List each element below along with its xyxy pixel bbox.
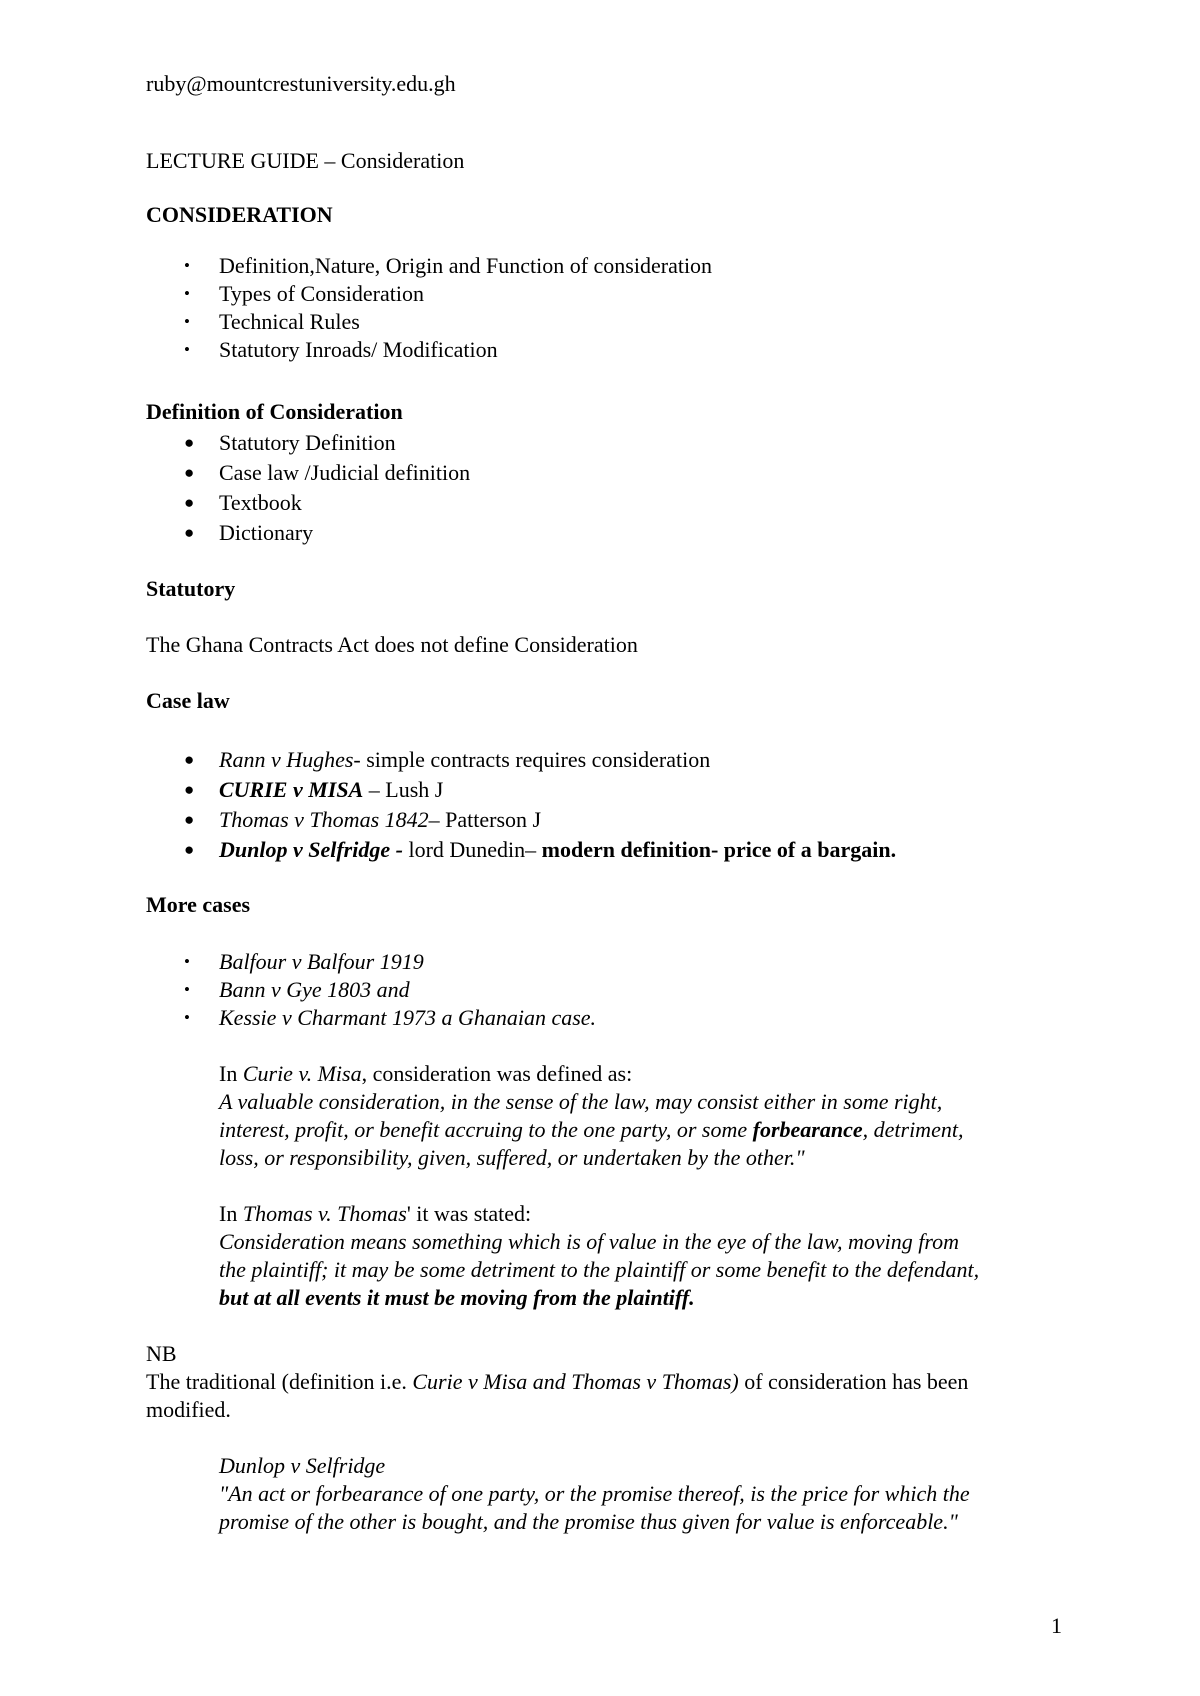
case-name: CURIE v MISA xyxy=(219,777,364,802)
nb-text-part: The traditional (definition i.e. xyxy=(146,1369,413,1394)
topic-item: Statutory Inroads/ Modification xyxy=(219,337,498,362)
guide-title: LECTURE GUIDE – Consideration xyxy=(146,148,465,173)
quote-line: "An act or forbearance of one party, or the promise thereof, is the price for which the xyxy=(219,1481,970,1506)
quote-line xyxy=(219,1116,963,1144)
more-case-item: Bann v Gye 1803 and xyxy=(219,977,410,1002)
case-law-item xyxy=(219,776,443,804)
case-note: lord Dunedin– xyxy=(402,837,537,862)
bullet-icon: ● xyxy=(184,810,195,829)
quote-intro xyxy=(219,1200,531,1228)
quote-title: Dunlop v Selfridge xyxy=(219,1453,386,1478)
bullet-icon: ● xyxy=(184,463,195,482)
intro-text: , consideration was defined as: xyxy=(361,1061,633,1086)
quote-text: interest, profit, or benefit accruing to the one party, or some xyxy=(219,1117,753,1142)
nb-label: NB xyxy=(146,1341,177,1366)
quote-line: Consideration means something which is of value in the eye of the law, moving from xyxy=(219,1229,959,1254)
topic-item: Definition,Nature, Origin and Function of consideration xyxy=(219,253,713,278)
nb-text xyxy=(146,1368,968,1396)
case-note: - simple contracts requires consideration xyxy=(353,747,711,772)
intro-text: ' it was stated: xyxy=(406,1201,532,1226)
bullet-icon: • xyxy=(184,312,190,331)
bullet-icon: • xyxy=(184,256,190,275)
quote-intro xyxy=(219,1060,632,1088)
intro-case: Thomas v. Thomas xyxy=(242,1201,407,1226)
case-name: Dunlop v Selfridge - xyxy=(219,837,403,862)
case-law-item xyxy=(219,806,541,834)
quote-line: the plaintiff; it may be some detriment to the plaintiff or some benefit to the defendant, xyxy=(219,1257,980,1282)
case-name: Thomas v Thomas 1842 xyxy=(219,807,429,832)
bullet-icon: • xyxy=(184,1008,190,1027)
bullet-icon: ● xyxy=(184,493,195,512)
case-law-item xyxy=(219,836,896,864)
bullet-icon: ● xyxy=(184,780,195,799)
case-name: Rann v Hughes xyxy=(219,747,354,772)
definition-item: Dictionary xyxy=(219,520,314,545)
main-heading: CONSIDERATION xyxy=(146,202,333,227)
case-note: – Lush J xyxy=(363,777,444,802)
nb-case-names: Curie v Misa and Thomas v Thomas) xyxy=(412,1369,739,1394)
page-number: 1 xyxy=(1051,1613,1062,1638)
bullet-icon: • xyxy=(184,952,190,971)
definition-item: Textbook xyxy=(219,490,302,515)
definition-heading: Definition of Consideration xyxy=(146,399,403,424)
intro-case: Curie v. Misa xyxy=(242,1061,362,1086)
bullet-icon: ● xyxy=(184,433,195,452)
nb-text: modified. xyxy=(146,1397,231,1422)
bullet-icon: • xyxy=(184,284,190,303)
bullet-icon: ● xyxy=(184,840,195,859)
bullet-icon: • xyxy=(184,340,190,359)
case-law-item xyxy=(219,746,710,774)
definition-item: Case law /Judicial definition xyxy=(219,460,471,485)
more-case-item: Kessie v Charmant 1973 a Ghanaian case. xyxy=(219,1005,597,1030)
definition-item: Statutory Definition xyxy=(219,430,396,455)
case-emphasis: modern definition- price of a bargain. xyxy=(536,837,897,862)
statutory-text: The Ghana Contracts Act does not define Consideration xyxy=(146,632,638,657)
bullet-icon: ● xyxy=(184,750,195,769)
quote-line: but at all events it must be moving from the plaintiff. xyxy=(219,1285,695,1310)
statutory-heading: Statutory xyxy=(146,576,236,601)
more-cases-heading: More cases xyxy=(146,892,251,917)
quote-line: promise of the other is bought, and the promise thus given for value is enforceable." xyxy=(219,1509,958,1534)
more-case-item: Balfour v Balfour 1919 xyxy=(219,949,424,974)
quote-emphasis: forbearance xyxy=(752,1117,863,1142)
quote-text: , detriment, xyxy=(862,1117,964,1142)
intro-text: In xyxy=(219,1201,243,1226)
author-email: ruby@mountcrestuniversity.edu.gh xyxy=(146,71,456,96)
case-note: – Patterson J xyxy=(428,807,542,832)
bullet-icon: ● xyxy=(184,523,195,542)
intro-text: In xyxy=(219,1061,243,1086)
quote-line: loss, or responsibility, given, suffered, or undertaken by the other." xyxy=(219,1145,805,1170)
bullet-icon: • xyxy=(184,980,190,999)
nb-text-part: of consideration has been xyxy=(738,1369,969,1394)
topic-item: Technical Rules xyxy=(219,309,360,334)
case-law-heading: Case law xyxy=(146,688,230,713)
topic-item: Types of Consideration xyxy=(219,281,424,306)
quote-line: A valuable consideration, in the sense of the law, may consist either in some right, xyxy=(219,1089,943,1114)
